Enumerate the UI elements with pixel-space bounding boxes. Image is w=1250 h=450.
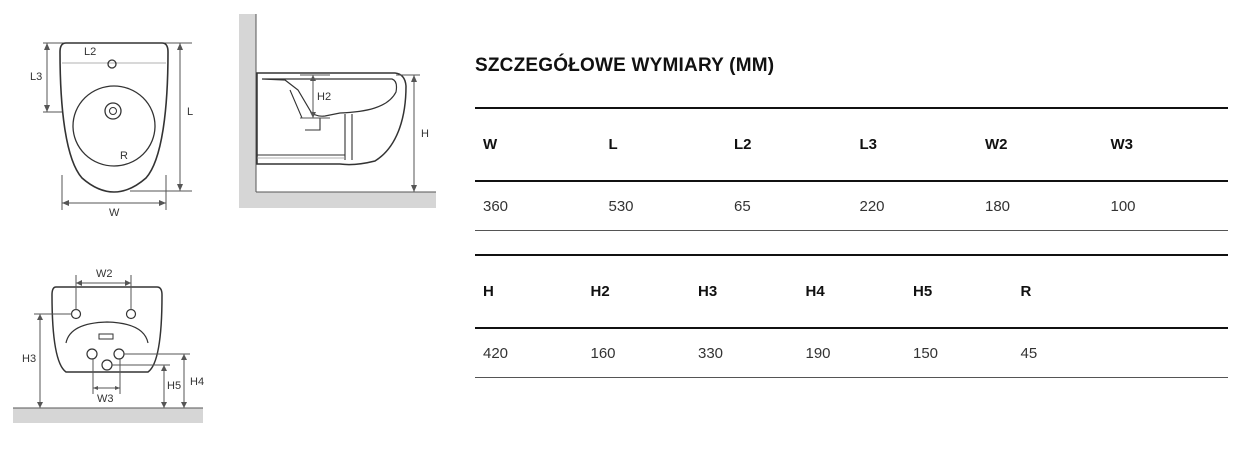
header-r: R <box>1013 255 1121 328</box>
value-w3: 100 <box>1103 181 1229 231</box>
value-h3: 330 <box>690 328 798 378</box>
label-r: R <box>120 150 128 162</box>
label-w: W <box>109 207 120 219</box>
header-h2: H2 <box>583 255 691 328</box>
header-l2: L2 <box>726 108 852 181</box>
table-header-row <box>475 108 1228 181</box>
label-h5: H5 <box>167 380 182 392</box>
value-l2: 65 <box>726 181 852 231</box>
label-h2: H2 <box>317 91 332 103</box>
table-header-row <box>475 255 1228 328</box>
header-h3: H3 <box>690 255 798 328</box>
value-h2: 160 <box>583 328 691 378</box>
value-w: 360 <box>475 181 601 231</box>
header-l: L <box>601 108 727 181</box>
section-title: SZCZEGÓŁOWE WYMIARY (MM) <box>475 55 775 76</box>
header-w2: W2 <box>977 108 1103 181</box>
value-h5: 150 <box>905 328 1013 378</box>
value-w2: 180 <box>977 181 1103 231</box>
header-w: W <box>475 108 601 181</box>
value-l: 530 <box>601 181 727 231</box>
header-h: H <box>475 255 583 328</box>
label-l2: L2 <box>84 46 97 58</box>
header-l3: L3 <box>852 108 978 181</box>
header-w3: W3 <box>1103 108 1229 181</box>
value-h4: 190 <box>798 328 906 378</box>
dimensions-table-1 <box>475 107 1228 231</box>
table-row <box>475 328 1228 378</box>
label-l: L <box>187 106 194 118</box>
label-h4: H4 <box>190 376 205 388</box>
header-empty <box>1120 255 1228 328</box>
front-view-drawing <box>0 0 240 430</box>
label-h3: H3 <box>22 353 37 365</box>
label-l3: L3 <box>30 71 43 83</box>
header-h5: H5 <box>905 255 1013 328</box>
dimensions-table-2 <box>475 254 1228 378</box>
value-r: 45 <box>1013 328 1121 378</box>
label-w3: W3 <box>97 393 114 405</box>
label-w2: W2 <box>96 268 113 280</box>
table-row <box>475 181 1228 231</box>
value-l3: 220 <box>852 181 978 231</box>
value-empty <box>1120 328 1228 378</box>
value-h: 420 <box>475 328 583 378</box>
header-h4: H4 <box>798 255 906 328</box>
label-h: H <box>421 128 429 140</box>
